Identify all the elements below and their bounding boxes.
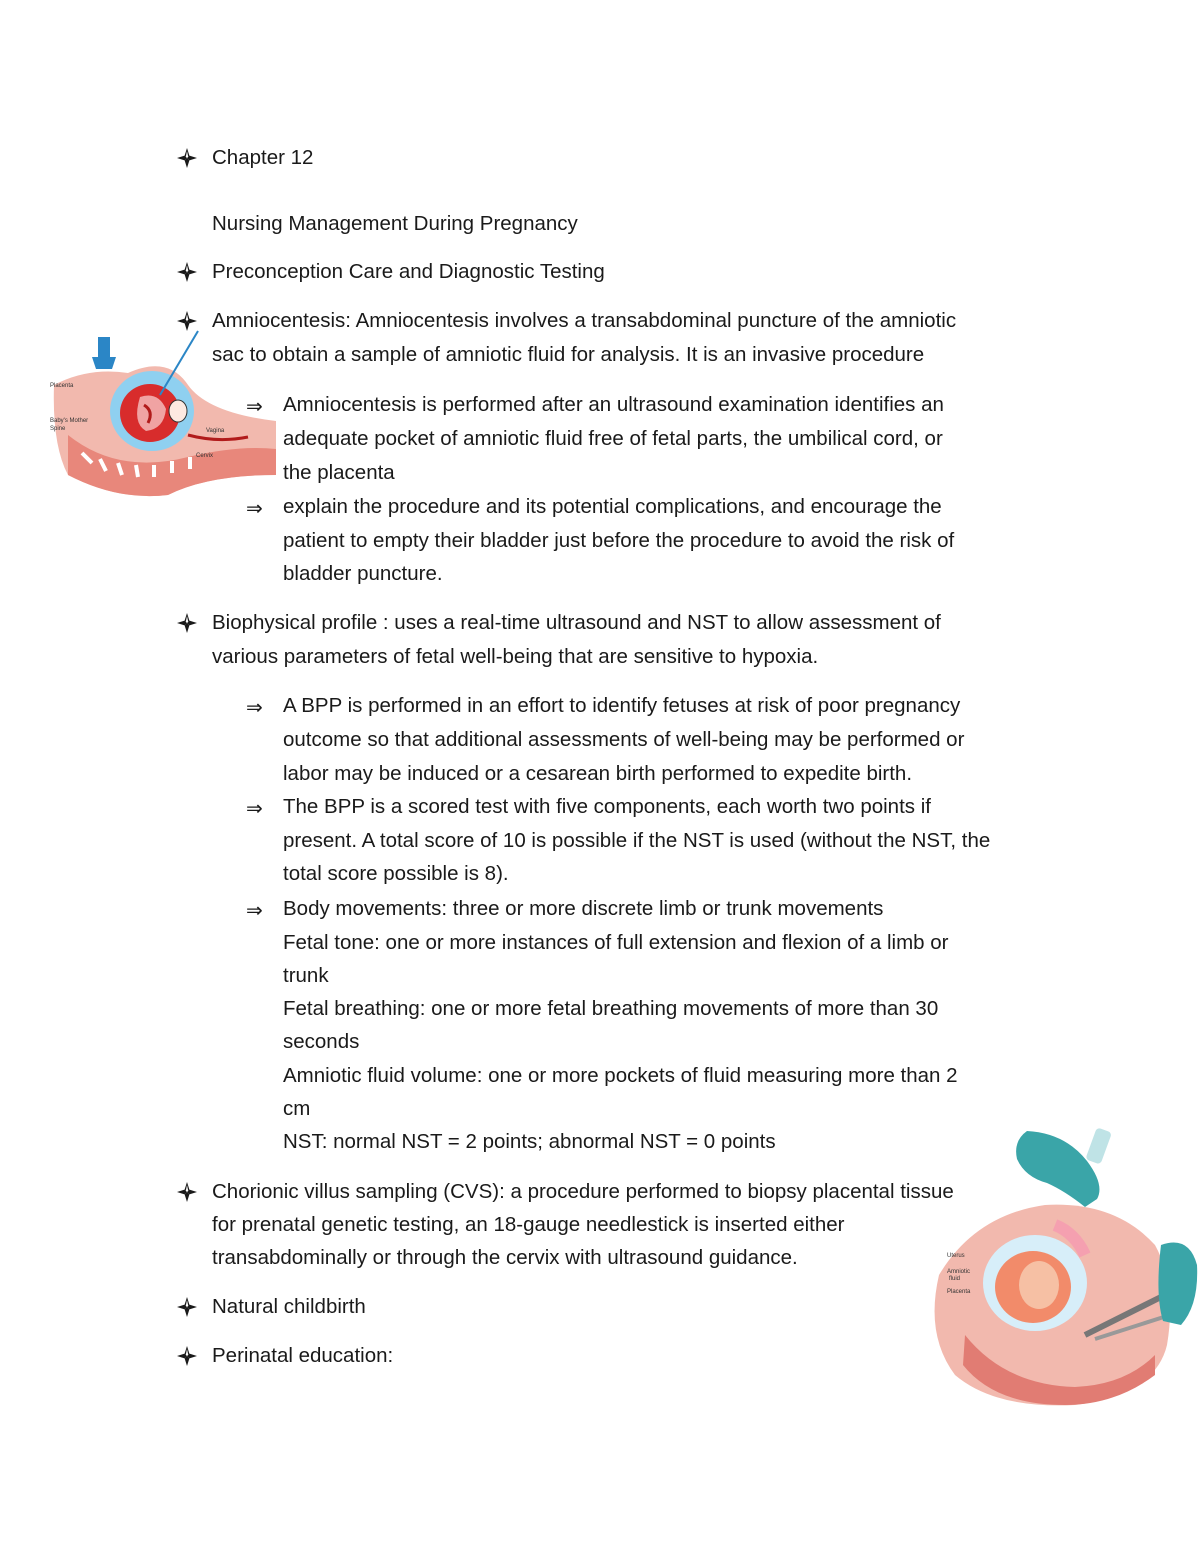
arrow-bullet-icon: ⇒ [246, 796, 263, 820]
bpp-amniotic-fluid: Amniotic fluid volume: one or more pockets of fluid measuring more than 2 [283, 1064, 958, 1087]
label-amniotic: Amniotic [947, 1269, 971, 1275]
amnio-sub2-line-2: patient to empty their bladder just before the procedure to avoid the risk of [283, 529, 955, 552]
amnio-line-2: sac to obtain a sample of amniotic fluid for analysis. It is an invasive procedure [212, 343, 925, 366]
amniocentesis-illustration [48, 325, 276, 501]
chapter-title: Nursing Management During Pregnancy [212, 212, 578, 235]
label-vagina: Vagina [206, 428, 225, 434]
arrow-bullet-icon: ⇒ [246, 394, 263, 418]
bpp-fetal-breathing-cont: seconds [283, 1030, 360, 1053]
preconception-heading: Preconception Care and Diagnostic Testing [212, 260, 605, 283]
natural-childbirth-heading: Natural childbirth [212, 1295, 366, 1318]
bpp-body-movements: Body movements: three or more discrete limb or trunk movements [283, 897, 884, 920]
bullet-diamond-icon [176, 1181, 198, 1203]
bpp-sub2-line-3: total score possible is 8). [283, 862, 509, 885]
bullet-diamond-icon [176, 261, 198, 283]
label-uterus: Uterus [947, 1253, 965, 1259]
bullet-diamond-icon [176, 147, 198, 169]
bullet-diamond-icon [176, 612, 198, 634]
arrow-bullet-icon: ⇒ [246, 695, 263, 719]
label-cervix: Cervix [196, 453, 214, 459]
amnio-line-1: Amniocentesis: Amniocentesis involves a transabdominal puncture of the amniotic [212, 309, 957, 332]
bpp-amniotic-fluid-cont: cm [283, 1097, 311, 1120]
cvs-line-3: transabdominally or through the cervix with ultrasound guidance. [212, 1246, 798, 1269]
bullet-diamond-icon [176, 1296, 198, 1318]
amnio-sub2-line-3: bladder puncture. [283, 562, 443, 585]
amnio-sub1-line-2: adequate pocket of amniotic fluid free of fetal parts, the umbilical cord, or [283, 427, 943, 450]
bpp-fetal-breathing: Fetal breathing: one or more fetal breathing movements of more than 30 [283, 997, 939, 1020]
label-spine: Spine [50, 426, 66, 432]
bpp-fetal-tone-cont: trunk [283, 964, 329, 987]
amnio-sub2-line-1: explain the procedure and its potential complications, and encourage the [283, 495, 942, 518]
label-placenta: Placenta [50, 383, 74, 389]
bullet-diamond-icon [176, 1345, 198, 1367]
cvs-illustration [915, 1125, 1200, 1410]
bpp-fetal-tone: Fetal tone: one or more instances of full extension and flexion of a limb or [283, 931, 949, 954]
chapter-heading: Chapter 12 [212, 146, 314, 169]
cvs-line-2: for prenatal genetic testing, an 18-gauge needlestick is inserted either [212, 1213, 845, 1236]
cvs-line-1: Chorionic villus sampling (CVS): a procedure performed to biopsy placental tissue [212, 1180, 954, 1203]
bpp-nst: NST: normal NST = 2 points; abnormal NST = 0 points [283, 1130, 776, 1153]
label-placenta-cvs: Placenta [947, 1289, 971, 1295]
amnio-sub1-line-1: Amniocentesis is performed after an ultrasound examination identifies an [283, 393, 944, 416]
amnio-sub1-line-3: the placenta [283, 461, 395, 484]
label-mother: Baby's Mother [50, 418, 89, 424]
arrow-bullet-icon: ⇒ [246, 898, 263, 922]
bpp-sub1-line-3: labor may be induced or a cesarean birth performed to expedite birth. [283, 762, 913, 785]
arrow-bullet-icon: ⇒ [246, 496, 263, 520]
bpp-line-2: various parameters of fetal well-being that are sensitive to hypoxia. [212, 645, 819, 668]
bpp-line-1: Biophysical profile : uses a real-time ultrasound and NST to allow assessment of [212, 611, 941, 634]
perinatal-education-heading: Perinatal education: [212, 1344, 394, 1367]
bpp-sub2-line-2: present. A total score of 10 is possible if the NST is used (without the NST, the [283, 829, 991, 852]
bpp-sub1-line-1: A BPP is performed in an effort to identify fetuses at risk of poor pregnancy [283, 694, 961, 717]
bpp-sub2-line-1: The BPP is a scored test with five components, each worth two points if [283, 795, 931, 818]
bpp-sub1-line-2: outcome so that additional assessments of well-being may be performed or [283, 728, 965, 751]
label-fluid: fluid [949, 1276, 961, 1282]
